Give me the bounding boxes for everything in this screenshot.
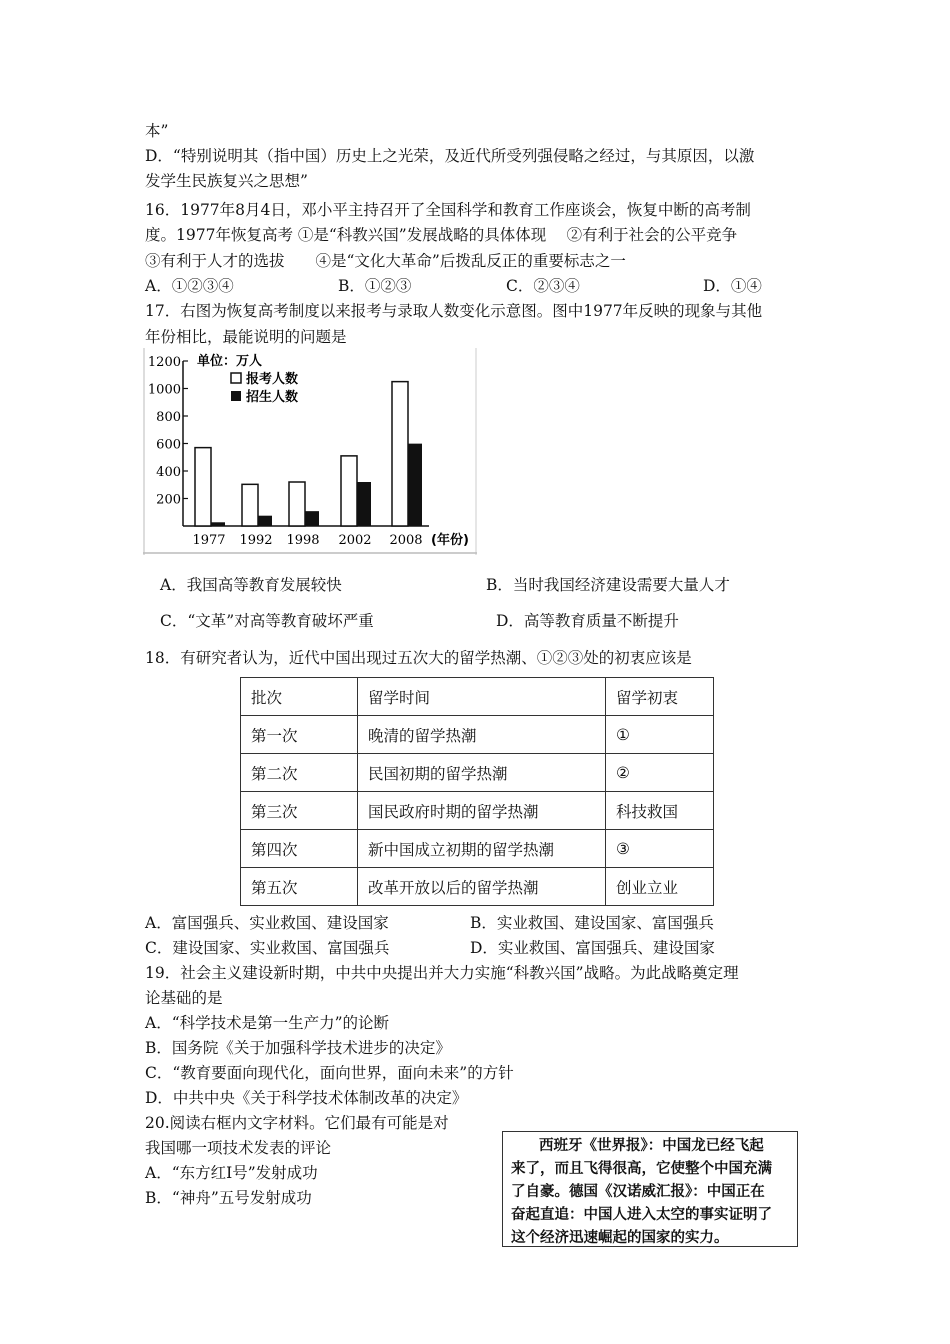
table-cell: ② bbox=[606, 754, 714, 792]
bar-admitted bbox=[305, 511, 319, 526]
bar-applicants bbox=[289, 482, 305, 526]
table-cell: 晚清的留学热潮 bbox=[358, 716, 606, 754]
q20-stem: 20.阅读右框内文字材料。它们最有可能是对 bbox=[145, 1114, 449, 1132]
quote-line: 这个经济迅速崛起的国家的实力。 bbox=[511, 1230, 729, 1246]
q16-stem: 度。1977年恢复高考 ①是“科教兴国”发展战略的具体体现 ②有利于社会的公平竞争 bbox=[145, 226, 738, 244]
bar-applicants bbox=[392, 382, 408, 526]
q18-option-c: C．建设国家、实业救国、富国强兵 bbox=[145, 939, 390, 957]
quote-line: 奋起直追：中国人进入太空的事实证明了 bbox=[511, 1207, 772, 1223]
y-tick-label: 1200 bbox=[147, 355, 181, 370]
x-tick-label: 2008 bbox=[389, 533, 423, 548]
table-cell: 第五次 bbox=[241, 868, 358, 906]
bar-applicants bbox=[341, 456, 357, 526]
text-line: D．“特别说明其（指中国）历史上之光荣，及近代所受列强侵略之经过，与其原因，以激 bbox=[145, 147, 755, 165]
table-cell: ③ bbox=[606, 830, 714, 868]
table-header: 留学初衷 bbox=[606, 678, 714, 716]
x-axis-label: (年份) bbox=[431, 533, 469, 548]
q17-stem: 年份相比，最能说明的问题是 bbox=[145, 328, 347, 346]
table-row bbox=[241, 868, 714, 906]
q16-stem: ③有利于人才的选拔 ④是“文化大革命”后拨乱反正的重要标志之一 bbox=[145, 252, 626, 270]
q16-option-b: B．①②③ bbox=[338, 277, 412, 295]
q20-option-a: A．“东方红Ⅰ号”发射成功 bbox=[145, 1164, 318, 1182]
q17-option-c: C．“文革”对高等教育破坏严重 bbox=[160, 612, 374, 630]
x-tick-label: 1977 bbox=[192, 533, 226, 548]
y-tick-label: 600 bbox=[156, 437, 181, 453]
table-cell: 国民政府时期的留学热潮 bbox=[358, 792, 606, 830]
table-cell: 民国初期的留学热潮 bbox=[358, 754, 606, 792]
q18-stem: 18．有研究者认为，近代中国出现过五次大的留学热潮、①②③处的初衷应该是 bbox=[145, 649, 692, 667]
table-header: 留学时间 bbox=[358, 678, 606, 716]
table-cell: 创业立业 bbox=[606, 868, 714, 906]
bar-applicants bbox=[195, 448, 211, 526]
text-line: 发学生民族复兴之思想” bbox=[145, 172, 308, 190]
q19-option-d: D．中共中央《关于科学技术体制改革的决定》 bbox=[145, 1089, 468, 1107]
q18-option-a: A．富国强兵、实业救国、建设国家 bbox=[145, 914, 389, 932]
legend-swatch-admitted bbox=[231, 391, 241, 401]
bar-chart bbox=[143, 348, 477, 555]
q19-stem: 19．社会主义建设新时期，中共中央提出并大力实施“科教兴国”战略。为此战略奠定理 bbox=[145, 964, 739, 982]
table-cell: 第三次 bbox=[241, 792, 358, 830]
table-header-row bbox=[241, 678, 714, 716]
q16-option-c: C．②③④ bbox=[506, 277, 580, 295]
legend-swatch-applicants bbox=[231, 373, 241, 383]
table-cell: ① bbox=[606, 716, 714, 754]
table-cell: 改革开放以后的留学热潮 bbox=[358, 868, 606, 906]
legend-label-applicants: 报考人数 bbox=[246, 372, 299, 387]
q19-option-b: B．国务院《关于加强科学技术进步的决定》 bbox=[145, 1039, 451, 1057]
q16-option-d: D．①④ bbox=[703, 277, 762, 295]
y-tick-label: 200 bbox=[156, 492, 181, 508]
quote-box bbox=[502, 1131, 798, 1247]
table-cell: 科技救国 bbox=[606, 792, 714, 830]
quote-line: 西班牙《世界报》：中国龙已经飞起 bbox=[539, 1138, 764, 1154]
table-row bbox=[241, 792, 714, 830]
q17-option-b: B．当时我国经济建设需要大量人才 bbox=[486, 576, 730, 594]
table-cell: 第二次 bbox=[241, 754, 358, 792]
bar-applicants bbox=[242, 484, 258, 526]
x-tick-label: 1998 bbox=[286, 533, 320, 548]
q16-option-a: A．①②③④ bbox=[145, 277, 234, 295]
q19-stem: 论基础的是 bbox=[145, 989, 223, 1007]
q17-option-d: D．高等教育质量不断提升 bbox=[496, 612, 679, 630]
quote-line: 来了，而且飞得很高，它使整个中国充满 bbox=[511, 1161, 772, 1177]
y-tick-label: 400 bbox=[156, 465, 181, 480]
bar-admitted bbox=[408, 444, 422, 526]
q16-stem: 16．1977年8月4日，邓小平主持召开了全国科学和教育工作座谈会，恢复中断的高考制 bbox=[145, 201, 751, 219]
bar-admitted bbox=[357, 482, 371, 526]
legend-label-admitted: 招生人数 bbox=[246, 390, 299, 405]
bar-admitted bbox=[258, 516, 272, 526]
table-row bbox=[241, 830, 714, 868]
table-row bbox=[241, 716, 714, 754]
q18-option-d: D．实业救国、富国强兵、建设国家 bbox=[470, 939, 715, 957]
x-tick-label: 2002 bbox=[338, 533, 372, 548]
bar-admitted bbox=[211, 522, 225, 526]
q18-option-b: B．实业救国、建设国家、富国强兵 bbox=[470, 914, 714, 932]
table-header: 批次 bbox=[241, 678, 358, 716]
table-cell: 第四次 bbox=[241, 830, 358, 868]
text-line: 本” bbox=[145, 122, 169, 140]
y-tick-label: 800 bbox=[156, 410, 181, 425]
q20-stem: 我国哪一项技术发表的评论 bbox=[145, 1139, 332, 1157]
table-cell: 第一次 bbox=[241, 716, 358, 754]
table-row bbox=[241, 754, 714, 792]
chart-unit-label: 单位：万人 bbox=[197, 354, 263, 369]
x-tick-label: 1992 bbox=[239, 533, 273, 548]
q17-stem: 17．右图为恢复高考制度以来报考与录取人数变化示意图。图中1977年反映的现象与其他 bbox=[145, 302, 763, 320]
quote-line: 了自豪。德国《汉诺威汇报》：中国正在 bbox=[511, 1184, 765, 1200]
study-abroad-table bbox=[240, 677, 714, 906]
q19-option-a: A．“科学技术是第一生产力”的论断 bbox=[145, 1014, 390, 1032]
table-cell: 新中国成立初期的留学热潮 bbox=[358, 830, 606, 868]
q20-option-b: B．“神舟”五号发射成功 bbox=[145, 1189, 312, 1207]
q17-option-a: A．我国高等教育发展较快 bbox=[160, 576, 342, 594]
y-tick-label: 1000 bbox=[147, 382, 181, 398]
q19-option-c: C．“教育要面向现代化，面向世界，面向未来”的方针 bbox=[145, 1064, 514, 1082]
